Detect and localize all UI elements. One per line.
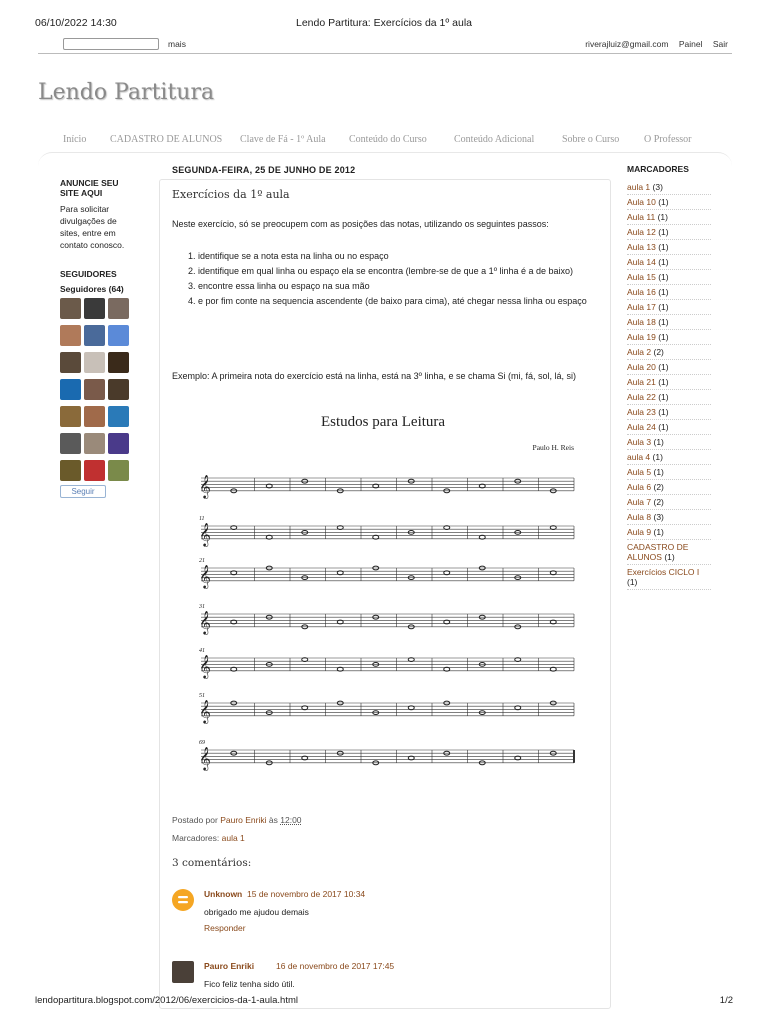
label-link[interactable]: Aula 22: [627, 392, 656, 402]
label-count: (1): [664, 552, 675, 562]
avatar[interactable]: [108, 433, 129, 454]
label-link[interactable]: Aula 12: [627, 227, 656, 237]
tab-inicio[interactable]: Início: [63, 134, 87, 145]
search-input[interactable]: [63, 38, 159, 50]
avatar[interactable]: [60, 433, 81, 454]
label-count: (1): [653, 437, 664, 447]
label-item: [627, 360, 711, 375]
label-count: (3): [652, 182, 663, 192]
followers-count[interactable]: Seguidores (64): [60, 284, 124, 294]
label-link[interactable]: Aula 20: [627, 362, 656, 372]
label-count: (1): [653, 527, 664, 537]
label-count: (2): [653, 347, 664, 357]
label-item: [627, 435, 711, 450]
label-item: [627, 565, 711, 590]
avatar[interactable]: [84, 460, 105, 481]
blog-title[interactable]: Lendo Partitura: [38, 80, 215, 105]
label-link[interactable]: Aula 17: [627, 302, 656, 312]
label-item: [627, 420, 711, 435]
print-page-number: 1/2: [719, 995, 733, 1006]
comment-author[interactable]: Unknown: [204, 889, 243, 899]
label-link[interactable]: Exercícios CICLO I: [627, 567, 700, 577]
at-label: às: [268, 815, 278, 825]
treble-clef-icon: 𝄞: [199, 746, 211, 770]
post-intro: Neste exercício, só se preocupem com as posições das notas, utilizando os seguintes passos:: [172, 219, 549, 229]
label-item: [627, 495, 711, 510]
label-item: [627, 180, 711, 195]
left-sidebar: [60, 178, 138, 498]
label-item: [627, 195, 711, 210]
label-count: (1): [658, 422, 669, 432]
label-count: (1): [627, 577, 638, 587]
avatar[interactable]: [108, 460, 129, 481]
label-link[interactable]: aula 4: [627, 452, 651, 462]
posted-by-label: Postado por: [172, 815, 218, 825]
comment: [172, 889, 592, 937]
label-link[interactable]: Aula 9: [627, 527, 652, 537]
label-link[interactable]: Aula 24: [627, 422, 656, 432]
step-item: 4. e por fim conte na sequencia ascendente (de baixo para cima), até chegar nessa linha ou espaço: [198, 295, 596, 308]
avatar[interactable]: [108, 379, 129, 400]
measure-number: 69: [199, 740, 205, 746]
avatar[interactable]: [60, 325, 81, 346]
label-item: [627, 375, 711, 390]
avatar[interactable]: [84, 379, 105, 400]
label-link[interactable]: aula 1: [627, 182, 651, 192]
post-labels: [172, 833, 245, 843]
label-link[interactable]: Aula 6: [627, 482, 652, 492]
label-item: [627, 240, 711, 255]
post-title[interactable]: Exercícios da 1º aula: [172, 188, 290, 201]
example-text: Exemplo: A primeira nota do exercício está na linha, está na 3º linha, e se chama Si (mi, fá, sol, lá, si): [172, 371, 576, 381]
comment-text: obrigado me ajudou demais: [204, 907, 309, 917]
label-count: (1): [658, 362, 669, 372]
label-link[interactable]: Aula 11: [627, 212, 656, 222]
label-count: (1): [658, 197, 669, 207]
comment-date[interactable]: 16 de novembro de 2017 17:45: [276, 961, 395, 971]
sheet-music-svg: [193, 408, 583, 778]
label-count: (1): [658, 317, 669, 327]
labels-list: [627, 180, 711, 590]
treble-clef-icon: 𝄞: [199, 522, 211, 546]
pages-tabs: [38, 134, 732, 148]
label-link[interactable]: Aula 16: [627, 287, 656, 297]
label-count: (1): [658, 332, 669, 342]
label-count: (1): [658, 377, 669, 387]
label-count: (1): [657, 212, 668, 222]
reply-link[interactable]: Responder: [204, 923, 246, 933]
label-link[interactable]: Aula 18: [627, 317, 656, 327]
avatar[interactable]: [108, 352, 129, 373]
more-link[interactable]: mais: [168, 39, 186, 49]
post-label-link[interactable]: aula 1: [221, 833, 245, 843]
step-item: 3. encontre essa linha ou espaço na sua mão: [198, 280, 596, 293]
tab-conteudo-adicional[interactable]: Conteúdo Adicional: [454, 134, 535, 145]
print-date: 06/10/2022 14:30: [35, 17, 117, 29]
dashboard-link[interactable]: Painel: [678, 39, 703, 49]
comment: [172, 961, 592, 991]
comment-author[interactable]: Pauro Enriki: [204, 961, 255, 971]
blogger-navbar: [38, 36, 732, 54]
print-header: [35, 17, 733, 31]
measure-number: 31: [199, 604, 205, 610]
label-link[interactable]: Aula 7: [627, 497, 652, 507]
avatar[interactable]: [84, 325, 105, 346]
avatar[interactable]: [84, 433, 105, 454]
avatar[interactable]: [60, 460, 81, 481]
label-link[interactable]: CADASTRO DE ALUNOS: [627, 542, 689, 562]
label-link[interactable]: Aula 19: [627, 332, 656, 342]
label-count: (1): [658, 392, 669, 402]
label-item: [627, 345, 711, 360]
label-item: [627, 315, 711, 330]
avatar[interactable]: [60, 379, 81, 400]
label-count: (1): [658, 407, 669, 417]
label-item: [627, 480, 711, 495]
measure-number: 21: [199, 558, 205, 564]
comment-date[interactable]: 15 de novembro de 2017 10:34: [247, 889, 366, 899]
measure-number: 11: [199, 516, 205, 522]
steps-list: [198, 250, 596, 310]
label-link[interactable]: Aula 13: [627, 242, 656, 252]
label-link[interactable]: Aula 8: [627, 512, 652, 522]
avatar[interactable]: [84, 298, 105, 319]
ad-widget-text: Para solicitar divulgações de sites, entre em contato conosco.: [60, 204, 125, 250]
label-item: [627, 390, 711, 405]
label-item: [627, 450, 711, 465]
post-date: SEGUNDA-FEIRA, 25 DE JUNHO DE 2012: [172, 165, 356, 175]
print-footer: [35, 995, 733, 1006]
followers-grid: [60, 298, 138, 481]
avatar: [172, 961, 194, 983]
logout-link[interactable]: Sair: [712, 39, 728, 49]
post-author-link[interactable]: Pauro Enriki: [220, 815, 267, 825]
label-link[interactable]: Aula 10: [627, 197, 656, 207]
tab-cadastro[interactable]: CADASTRO DE ALUNOS: [110, 134, 223, 145]
labels-widget-title: MARCADORES: [627, 164, 689, 174]
print-url: lendopartitura.blogspot.com/2012/06/exercicios-da-1-aula.html: [35, 995, 298, 1006]
label-item: [627, 270, 711, 285]
avatar[interactable]: [60, 298, 81, 319]
label-count: (1): [658, 242, 669, 252]
step-item: 1. identifique se a nota esta na linha ou no espaço: [198, 250, 596, 263]
label-item: [627, 300, 711, 315]
label-count: (1): [652, 452, 663, 462]
tab-conteudo-curso[interactable]: Conteúdo do Curso: [349, 134, 427, 145]
sheet-composer: Paulo H. Reis: [532, 443, 574, 452]
sheet-title: Estudos para Leitura: [320, 414, 446, 430]
treble-clef-icon: 𝄞: [199, 654, 211, 678]
sheet-music-image: [193, 408, 583, 778]
label-item: [627, 540, 711, 565]
right-sidebar: [627, 164, 711, 590]
label-count: (1): [658, 227, 669, 237]
label-count: (2): [653, 497, 664, 507]
ad-widget-title: ANUNCIE SEU SITE AQUI: [60, 178, 119, 198]
label-item: [627, 285, 711, 300]
label-link[interactable]: Aula 3: [627, 437, 652, 447]
label-count: (1): [653, 467, 664, 477]
label-item: [627, 405, 711, 420]
tab-clave-de-fa[interactable]: Clave de Fá - 1º Aula: [240, 134, 326, 145]
avatar[interactable]: [84, 406, 105, 427]
avatar[interactable]: [60, 406, 81, 427]
label-count: (1): [658, 257, 669, 267]
post-time-link[interactable]: 12:00: [280, 815, 302, 825]
label-item: [627, 330, 711, 345]
navbar-account: [577, 39, 728, 49]
comments-title: 3 comentários:: [172, 857, 252, 869]
avatar[interactable]: [108, 406, 129, 427]
follow-button[interactable]: Seguir: [60, 485, 106, 498]
avatar[interactable]: [108, 325, 129, 346]
label-count: (1): [658, 302, 669, 312]
post-byline: [172, 815, 302, 825]
treble-clef-icon: 𝄞: [199, 610, 211, 634]
labels-label: Marcadores:: [172, 833, 220, 843]
label-link[interactable]: Aula 14: [627, 257, 656, 267]
label-link[interactable]: Aula 23: [627, 407, 656, 417]
avatar[interactable]: [60, 352, 81, 373]
treble-clef-icon: 𝄞: [199, 474, 211, 498]
followers-title: SEGUIDORES: [60, 269, 117, 279]
label-item: [627, 210, 711, 225]
label-link[interactable]: Aula 2: [627, 347, 652, 357]
label-link[interactable]: Aula 15: [627, 272, 656, 282]
measure-number: 41: [199, 648, 205, 654]
treble-clef-icon: 𝄞: [199, 564, 211, 588]
label-item: [627, 510, 711, 525]
label-count: (1): [658, 272, 669, 282]
label-item: [627, 465, 711, 480]
label-item: [627, 225, 711, 240]
label-count: (1): [658, 287, 669, 297]
print-title: Lendo Partitura: Exercícios da 1º aula: [295, 17, 473, 29]
avatar[interactable]: [108, 298, 129, 319]
step-item: 2. identifique em qual linha ou espaço ela se encontra (lembre-se de que a 1º linha é a de baixo): [198, 265, 596, 278]
label-link[interactable]: Aula 5: [627, 467, 652, 477]
label-link[interactable]: Aula 21: [627, 377, 656, 387]
blogger-avatar-icon: [172, 889, 194, 911]
account-email[interactable]: riverajluiz@gmail.com: [585, 39, 669, 49]
label-count: (2): [653, 482, 664, 492]
label-item: [627, 525, 711, 540]
staves: [198, 474, 574, 771]
tab-sobre-curso[interactable]: Sobre o Curso: [562, 134, 620, 145]
treble-clef-icon: 𝄞: [199, 699, 211, 723]
avatar[interactable]: [84, 352, 105, 373]
label-count: (3): [653, 512, 664, 522]
tab-professor[interactable]: O Professor: [644, 134, 692, 145]
measure-number: 51: [199, 693, 205, 699]
label-item: [627, 255, 711, 270]
comment-text: Fico feliz tenha sido útil.: [204, 979, 295, 989]
